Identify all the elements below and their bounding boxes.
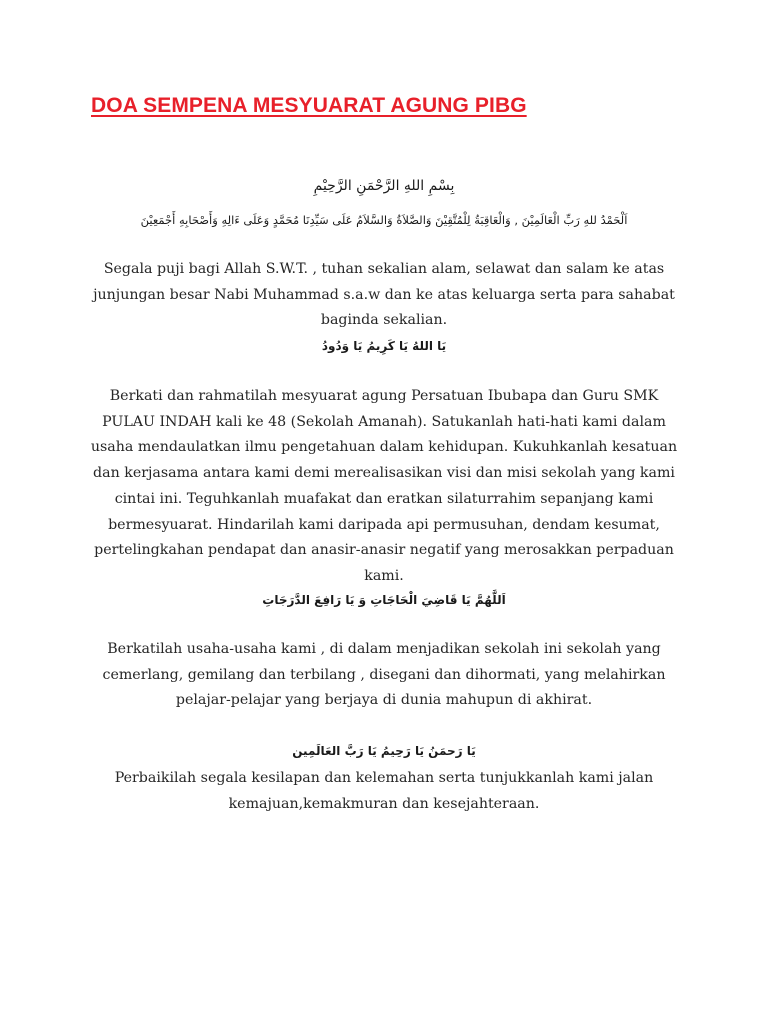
invocation-arabic-3: يَا رَحمَنُ يَا رَحِيمُ يَا رَبَّ العَالَمِين	[292, 744, 476, 758]
document-title: DOA SEMPENA MESYUARAT AGUNG PIBG	[91, 94, 527, 117]
opening-praise-paragraph: Segala puji bagi Allah S.W.T. , tuhan sekalian alam, selawat dan salam ke atas junjungan besar Nabi Muhammad s.a.w dan ke atas keluarga serta para sahabat baginda sekalian.	[93, 261, 675, 329]
bismillah-arabic: بِسْمِ اللهِ الرَّحْمَنِ الرَّحِيْمِ	[313, 178, 455, 194]
invocation-arabic-1: يَا اللهُ يَا كَرِيمُ يَا وَدُودُ	[321, 339, 447, 353]
closing-paragraph: Perbaikilah segala kesilapan dan kelemahan serta tunjukkanlah kami jalan kemajuan,kemakmuran dan kesejahteraan.	[114, 770, 654, 812]
success-paragraph: Berkatilah usaha-usaha kami , di dalam menjadikan sekolah ini sekolah yang cemerlang, gemilang dan terbilang , disegani dan dihormati, yang melahirkan pelajar-pelajar yang berjaya di dunia mahupun di akhirat.	[102, 641, 666, 709]
hamdalah-arabic: اَلْحَمْدُ للهِ رَبِّ الْعَالَمِيْنَ , وَالْعَاقِبَةُ لِلْمُتَّقِيْنَ وَالصَّلاَةُ وَالسَّلاَمُ عَلَى سَيِّدِنَا مُحَمَّدٍ وَعَلَى ءَالِهِ وَأَصْحَابِهِ أَجْمَعِيْنَ	[140, 213, 628, 227]
blessing-paragraph: Berkati dan rahmatilah mesyuarat agung Persatuan Ibubapa dan Guru SMK PULAU INDAH kali ke 48 (Sekolah Amanah). Satukanlah hati-hati kami dalam usaha mendaulatkan ilmu pengetahuan dalam kehidupan. Kukuhkanlah kesatuan dan kerjasama antara kami demi merealisasikan visi dan misi sekolah yang kami cintai ini. Teguhkanlah muafakat dan eratkan silaturrahim sepanjang kami bermesyuarat. Hindarilah kami daripada api permusuhan, dendam kesumat, pertelingkahan pendapat dan anasir-anasir negatif yang merosakkan perpaduan kami.	[90, 388, 678, 584]
invocation-arabic-2: اَللَّهُمَّ يَا قَاضِيَ الْحَاجَاتِ وَ يَا رَافِعَ الدَّرَجَاتِ	[262, 593, 506, 607]
